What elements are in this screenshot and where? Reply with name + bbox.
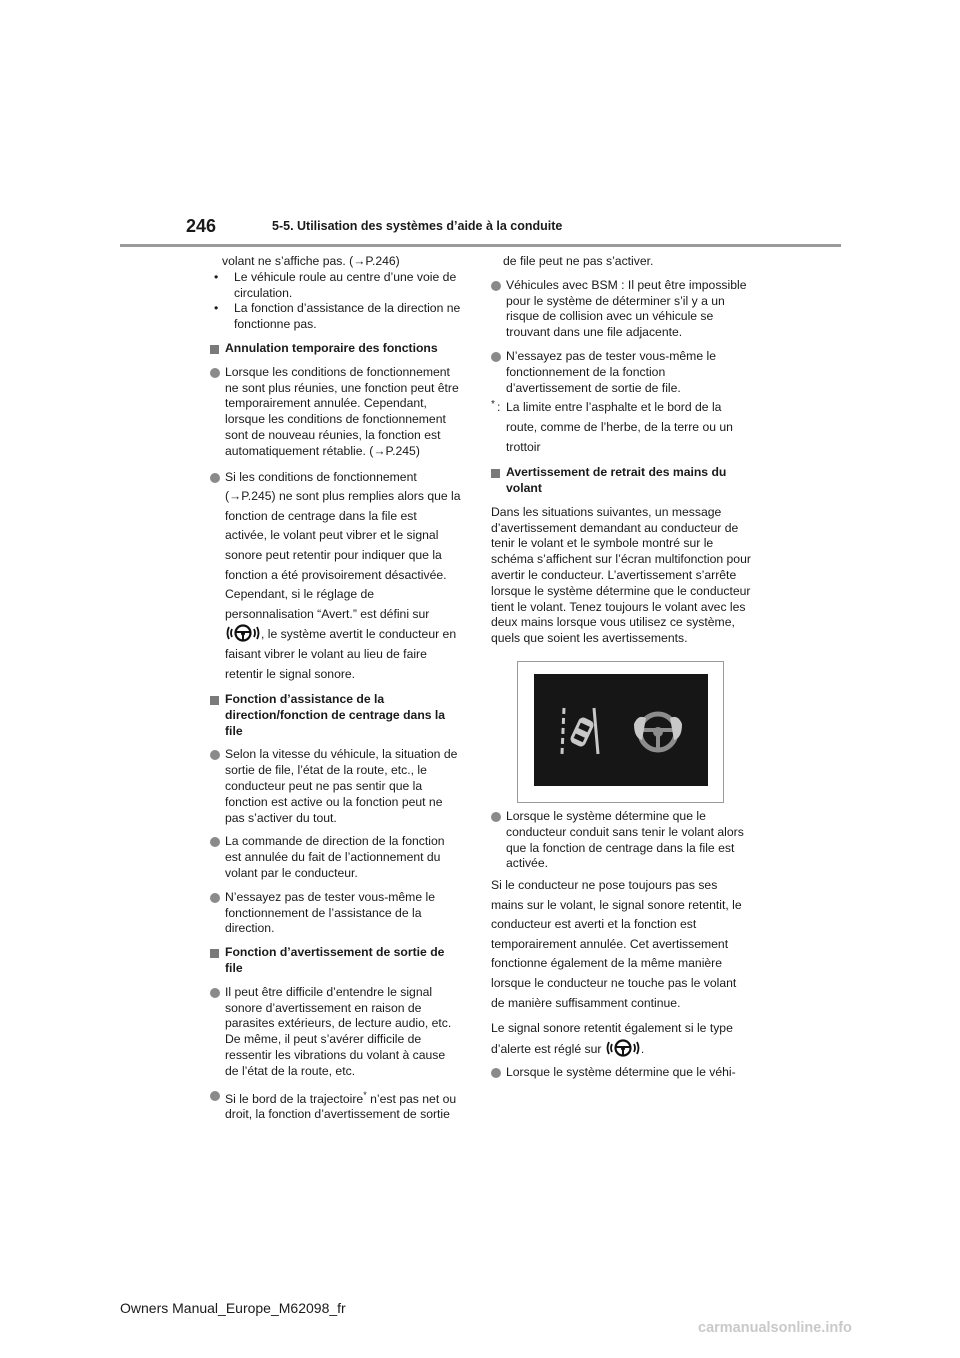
hands-on-wheel-icon	[634, 714, 682, 750]
round-bullet-icon	[210, 1091, 220, 1101]
list-item: N’essayez pas de tester vous-même le fonctionnement de la fonction d’avertissement de sortie de file.	[491, 349, 751, 396]
round-bullet-icon	[210, 473, 220, 483]
continued-text: de file peut ne pas s’activer.	[503, 254, 654, 268]
square-bullet-icon	[210, 949, 219, 958]
square-bullet-icon	[491, 469, 500, 478]
paragraph: Si le conducteur ne pose toujours pas ses mains sur le volant, le signal sonore retentit, le conducteur est averti et la fonction est temporairement annulée. Cet avertissement fonctionne également de la même manière lorsque le conducteur ne touche pas le volant de manière suffisamment continue.	[491, 878, 742, 1010]
list-item: Selon la vitesse du véhicule, la situation de sortie de file, l’état de la route, etc., le conducteur peut ne pas sentir que la fonction est active ou la fonction peut ne pas s’activer du tout.	[210, 747, 462, 826]
header-rule	[120, 244, 841, 247]
square-bullet-icon	[210, 345, 219, 354]
lane-departure-icon	[562, 708, 598, 754]
list-item: Si le bord de la trajectoire* n’est pas net ou droit, la fonction d’avertissement de sortie	[210, 1088, 462, 1124]
list-item: Véhicules avec BSM : Il peut être impossible pour le système de déterminer s’il y a un risque de collision avec un véhicule se trouvant dans une file adjacente.	[491, 278, 751, 341]
warning-display-figure	[517, 661, 724, 803]
paragraph: Le signal sonore retentit également si le type d’alerte est réglé sur .	[491, 1021, 733, 1056]
list-item: Lorsque le système détermine que le véhi-	[491, 1065, 751, 1081]
heading-hands-off: Avertissement de retrait des mains du volant	[491, 465, 751, 497]
multi-info-display	[534, 674, 708, 786]
round-bullet-icon	[491, 1068, 501, 1078]
round-bullet-icon	[210, 988, 220, 998]
right-column	[491, 254, 751, 1089]
heading-temporary-cancel: Annulation temporaire des fonctions	[210, 341, 462, 357]
paragraph: Dans les situations suivantes, un message d’avertissement demandant au conducteur de tenir le volant et le symbole montré sur le schéma s’affichent sur l’écran multifonction pour avertir le conducteur. L’avertissement s’arrête lorsque le système détermine que le conducteur tient le volant. Tenez toujours le volant avec les deux mains lorsque vous utilisez ce système, quels que soient les avertissements.	[491, 504, 751, 646]
round-bullet-icon	[210, 893, 220, 903]
dash-item: • Le véhicule roule au centre d’une voie de circulation.	[214, 269, 457, 300]
dash-item: • La fonction d’assistance de la direction ne fonctionne pas.	[214, 301, 461, 332]
page-number: 246	[186, 216, 217, 236]
continued-text: volant ne s’affiche pas. (→P.246)	[222, 254, 400, 268]
heading-lane-departure: Fonction d’avertissement de sortie de file	[210, 945, 462, 977]
left-column	[210, 254, 462, 1131]
square-bullet-icon	[210, 696, 219, 705]
round-bullet-icon	[491, 812, 501, 822]
dash-item-text: Le véhicule roule au centre d’une voie de circulation.	[234, 269, 457, 300]
list-item: Il peut être difficile d’entendre le signal sonore d’avertissement en raison de parasites extérieurs, de lecture audio, etc. De même, il peut s’avérer difficile de ressentir les vibrations du volant à cause de l’état de la route, etc.	[210, 985, 462, 1080]
footnote: * : La limite entre l’asphalte et le bord de la route, comme de l’herbe, de la terre ou un trottoir	[491, 399, 733, 454]
round-bullet-icon	[210, 368, 220, 378]
round-bullet-icon	[491, 352, 501, 362]
figure-graphics	[534, 674, 708, 786]
round-bullet-icon	[491, 281, 501, 291]
dash-item-text: La fonction d’assistance de la direction ne fonctionne pas.	[234, 301, 461, 332]
list-item: Si les conditions de fonctionnement (→P.245) ne sont plus remplies alors que la fonction de centrage dans la file est activée, le volant peut vibrer et le signal sonore peut retentir pour indiquer que la fonction a été provisoirement désactivée. Cependant, si le réglage de personnalisation “Avert.” est défini sur , le système avertit le conducteur en faisant vibrer le volant au lieu de faire retentir le signal sonore.	[210, 468, 462, 685]
heading-steering-assist: Fonction d’assistance de la direction/fonction de centrage dans la file	[210, 692, 462, 739]
watermark: carmanualsonline.info	[698, 1320, 852, 1336]
list-item: Lorsque le système détermine que le conducteur conduit sans tenir le volant alors que la fonction de centrage dans la file est activée.	[491, 809, 751, 872]
steering-wheel-vibration-icon	[225, 624, 261, 642]
steering-wheel-vibration-icon	[605, 1039, 641, 1057]
section-title: 5-5. Utilisation des systèmes d’aide à la conduite	[272, 219, 563, 233]
document-name: Owners Manual_Europe_M62098_fr	[120, 1300, 346, 1316]
list-item: N’essayez pas de tester vous-même le fonctionnement de l’assistance de la direction.	[210, 890, 462, 937]
list-item: La commande de direction de la fonction est annulée du fait de l’actionnement du volant par le conducteur.	[210, 834, 462, 881]
round-bullet-icon	[210, 750, 220, 760]
round-bullet-icon	[210, 837, 220, 847]
list-item: Lorsque les conditions de fonctionnement ne sont plus réunies, une fonction peut être temporairement annulée. Cependant, lorsque les conditions de fonctionnement sont de nouveau réunies, la fonction est automatiquement rétablie. (→P.245)	[210, 365, 462, 460]
